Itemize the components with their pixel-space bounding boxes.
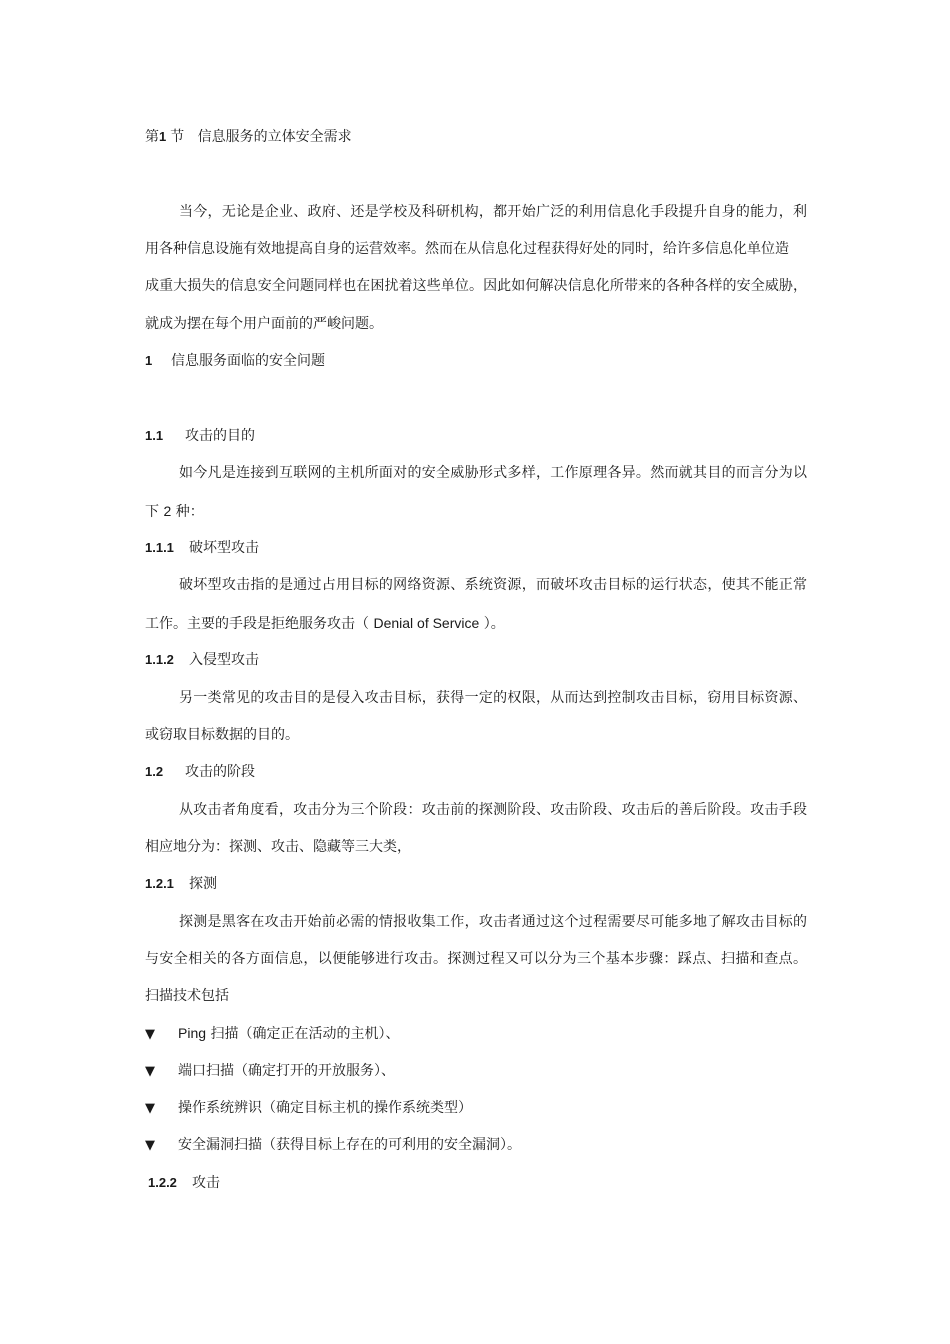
intro-line-1: 当今，无论是企业、政府、还是学校及科研机构，都开始广泛的利用信息化手段提升自身的能力，利	[179, 204, 807, 220]
intro-line-2: 用各种信息设施有效地提高自身的运营效率。然而在从信息化过程获得好处的同时，给许多信息化单位造	[145, 241, 789, 257]
heading-text: 攻击的阶段	[185, 764, 255, 780]
p-1-1-2-line-2: 或窃取目标数据的目的。	[145, 727, 299, 743]
heading-1-1-1	[145, 539, 259, 557]
triangle-bullet-icon: ▼	[145, 1138, 155, 1153]
heading-text: 信息服务面临的安全问题	[171, 353, 325, 369]
heading-text: 破坏型攻击	[189, 540, 259, 556]
heading-1-1	[145, 427, 255, 445]
triangle-bullet-icon: ▼	[145, 1027, 155, 1042]
bullet-text: 安全漏洞扫描（获得目标上存在的可利用的安全漏洞）。	[178, 1137, 521, 1153]
section-number: 1	[159, 129, 167, 144]
bullet-item	[145, 1062, 395, 1081]
text-run: 下	[145, 504, 159, 520]
p-1-1-2-line-1: 另一类常见的攻击目的是侵入攻击目标，获得一定的权限，从而达到控制攻击目标，窃用目标资源、	[179, 690, 807, 706]
p-1-2-1-line-3: 扫描技术包括	[145, 988, 229, 1004]
heading-number: 1.1.2	[145, 652, 174, 667]
bullet-item	[145, 1099, 472, 1118]
heading-1-1-2	[145, 651, 259, 669]
heading-1-2	[145, 763, 255, 781]
intro-line-4: 就成为摆在每个用户面前的严峻问题。	[145, 316, 383, 332]
intro-line-3: 成重大损失的信息安全问题同样也在困扰着这些单位。因此如何解决信息化所带来的各种各样的安全威胁，	[145, 278, 807, 294]
bullet-latin: Ping	[178, 1025, 207, 1041]
heading-number: 1.1.1	[145, 540, 174, 555]
heading-number: 1	[145, 353, 153, 368]
text-run: 种：	[175, 504, 204, 520]
bullet-text: 扫描（确定正在活动的主机）、	[206, 1026, 400, 1042]
p-1-1-line-1: 如今凡是连接到互联网的主机所面对的安全威胁形式多样，工作原理各异。然而就其目的而言分为以	[179, 465, 807, 481]
heading-number: 1.2.2	[148, 1175, 177, 1190]
p-1-1-1-line-2	[145, 614, 505, 633]
text-run-number: 2	[163, 503, 172, 519]
heading-1	[145, 352, 325, 370]
heading-1-2-1	[145, 875, 217, 893]
section-suffix: 节	[170, 129, 185, 145]
triangle-bullet-icon: ▼	[145, 1101, 155, 1116]
p-1-2-1-line-2: 与安全相关的各方面信息，以便能够进行攻击。探测过程又可以分为三个基本步骤：踩点、扫描和查点。	[145, 951, 807, 967]
p-1-2-line-1: 从攻击者角度看，攻击分为三个阶段：攻击前的探测阶段、攻击阶段、攻击后的善后阶段。攻击手段	[179, 802, 807, 818]
p-1-1-line-2	[145, 502, 204, 521]
section-prefix: 第	[145, 129, 159, 145]
p-1-1-1-line-1: 破坏型攻击指的是通过占用目标的网络资源、系统资源，而破坏攻击目标的运行状态，使其不能正常	[179, 577, 807, 593]
bullet-text: 操作系统辨识（确定目标主机的操作系统类型）	[178, 1100, 472, 1116]
bullet-item	[145, 1024, 399, 1044]
triangle-bullet-icon: ▼	[145, 1064, 155, 1079]
heading-number: 1.1	[145, 428, 164, 443]
section-title	[145, 128, 352, 146]
heading-text: 攻击的目的	[185, 428, 255, 444]
heading-1-2-2	[148, 1174, 220, 1192]
heading-text: 探测	[189, 876, 217, 892]
bullet-text: 端口扫描（确定打开的开放服务）、	[178, 1063, 395, 1079]
bullet-item	[145, 1136, 521, 1155]
heading-number: 1.2.1	[145, 876, 174, 891]
text-run: 工作。主要的手段是拒绝服务攻击（	[145, 616, 369, 632]
heading-number: 1.2	[145, 764, 164, 779]
text-run-latin: Denial of Service	[373, 615, 480, 631]
p-1-2-line-2: 相应地分为：探测、攻击、隐藏等三大类，	[145, 839, 411, 855]
p-1-2-1-line-1: 探测是黑客在攻击开始前必需的情报收集工作，攻击者通过这个过程需要尽可能多地了解攻击目标的	[179, 914, 807, 930]
text-run: ）。	[483, 616, 505, 632]
heading-text: 入侵型攻击	[189, 652, 259, 668]
heading-text: 攻击	[192, 1175, 220, 1191]
section-heading-text: 信息服务的立体安全需求	[197, 129, 352, 145]
